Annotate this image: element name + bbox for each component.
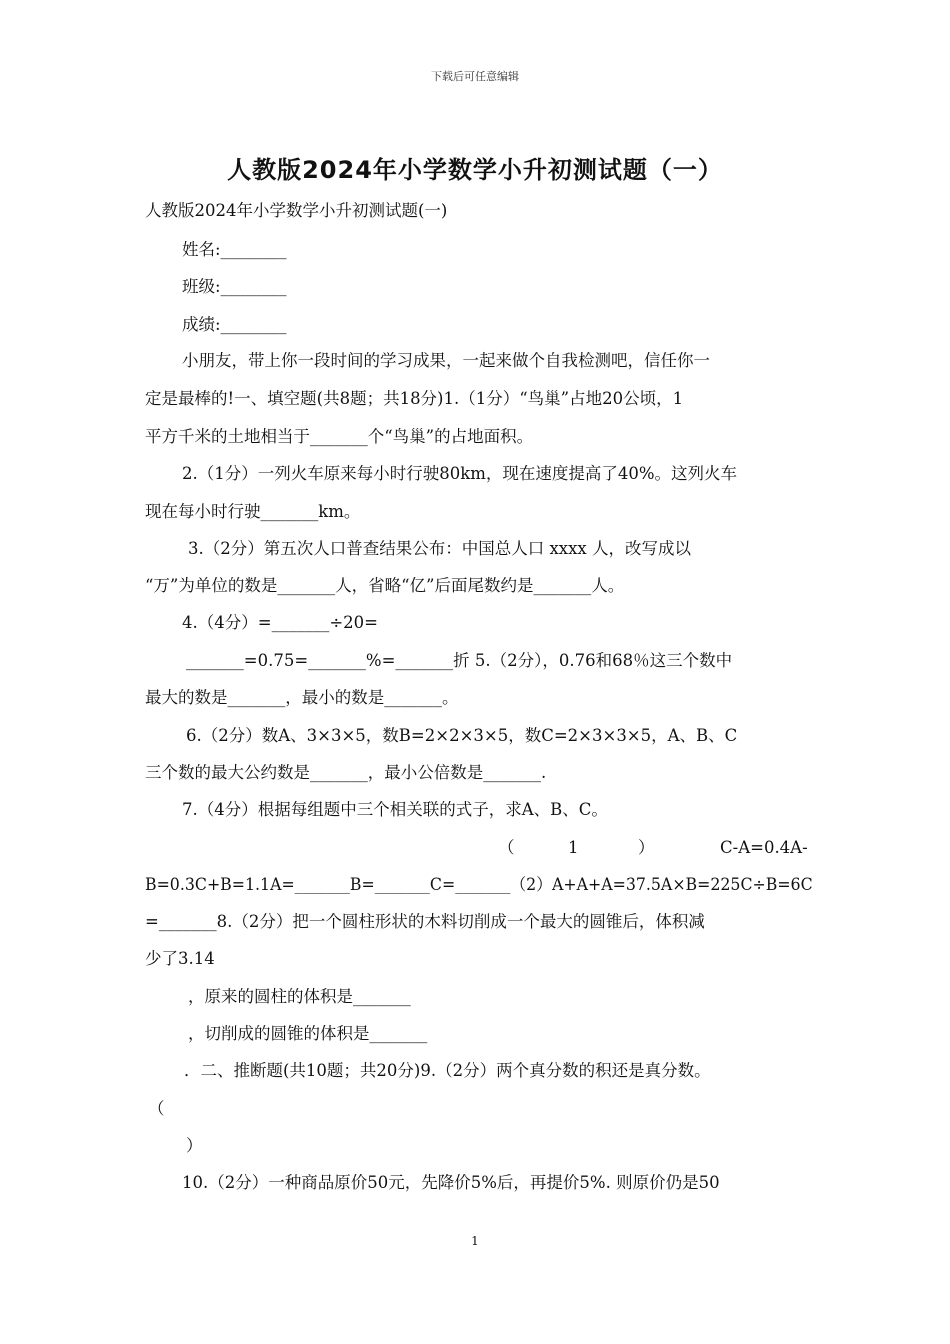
question-8-line-4: ，切削成的圆锥的体积是_______	[188, 1024, 428, 1043]
question-1-line-2: 平方千米的土地相当于_______个“鸟巢”的占地面积。	[145, 427, 534, 446]
question-6-line-2: 三个数的最大公约数是_______，最小公倍数是_______.	[145, 763, 547, 782]
question-7-line-3: B=0.3C+B=1.1A=_______B=_______C=_______（2）A+A+A=37.5A×B=225C÷B=6C	[145, 875, 813, 894]
question-7-paren-open: （	[498, 838, 515, 857]
question-7-line-1: 7.（4分）根据每组题中三个相关联的式子，求A、B、C。	[182, 800, 608, 819]
question-7-equation: C-A=0.4A-	[720, 838, 808, 857]
class-field: 班级:________	[182, 277, 287, 296]
question-7-number: 1	[568, 838, 579, 857]
question-5-line-2: 最大的数是_______，最小的数是_______。	[145, 688, 459, 707]
question-2-line-1: 2.（1分）一列火车原来每小时行驶80km，现在速度提高了40%。这列火车	[182, 464, 738, 483]
question-4-line-2: _______=0.75=_______%=_______折 5.（2分），0.76和68％这三个数中	[186, 651, 733, 670]
question-8-line-3: ，原来的圆柱的体积是_______	[188, 987, 411, 1006]
header-note: 下载后可任意编辑	[431, 70, 519, 83]
intro-line-2: 定是最棒的!一、填空题(共8题；共18分)1.（1分）“鸟巢”占地20公顷，1	[145, 389, 684, 408]
question-3-line-2: “万”为单位的数是_______人，省略“亿”后面尾数约是_______人。	[145, 576, 625, 595]
question-7-paren-close: ）	[638, 838, 655, 857]
subtitle: 人教版2024年小学数学小升初测试题(一)	[145, 201, 448, 220]
question-10-line-1: 10.（2分）一种商品原价50元，先降价5%后，再提价5%. 则原价仍是50	[182, 1173, 720, 1192]
name-field: 姓名:________	[182, 240, 287, 259]
score-field: 成绩:________	[182, 315, 287, 334]
intro-line-1: 小朋友，带上你一段时间的学习成果，一起来做个自我检测吧，信任你一	[182, 351, 710, 370]
question-3-line-1: 3.（2分）第五次人口普查结果公布：中国总人口 xxxx 人，改写成以	[188, 539, 691, 558]
page-number: 1	[471, 1234, 479, 1248]
question-2-line-2: 现在每小时行驶_______km。	[145, 502, 361, 521]
question-4-line-1: 4.（4分）=_______÷20=	[182, 613, 378, 632]
question-8-line-2: 少了3.14	[145, 949, 215, 968]
question-6-line-1: 6.（2分）数A、3×3×5，数B=2×2×3×5，数C=2×3×3×5，A、B、C	[186, 726, 738, 745]
page-title: 人教版2024年小学数学小升初测试题（一）	[227, 156, 723, 184]
question-8-line-1: =_______8.（2分）把一个圆柱形状的木料切削成一个最大的圆锥后，体积减	[145, 912, 705, 931]
question-9-paren-open: （	[148, 1099, 165, 1118]
section-2-heading: ．二、推断题(共10题；共20分)9.（2分）两个真分数的积还是真分数。	[184, 1061, 711, 1080]
question-9-paren-close: ）	[186, 1136, 203, 1155]
